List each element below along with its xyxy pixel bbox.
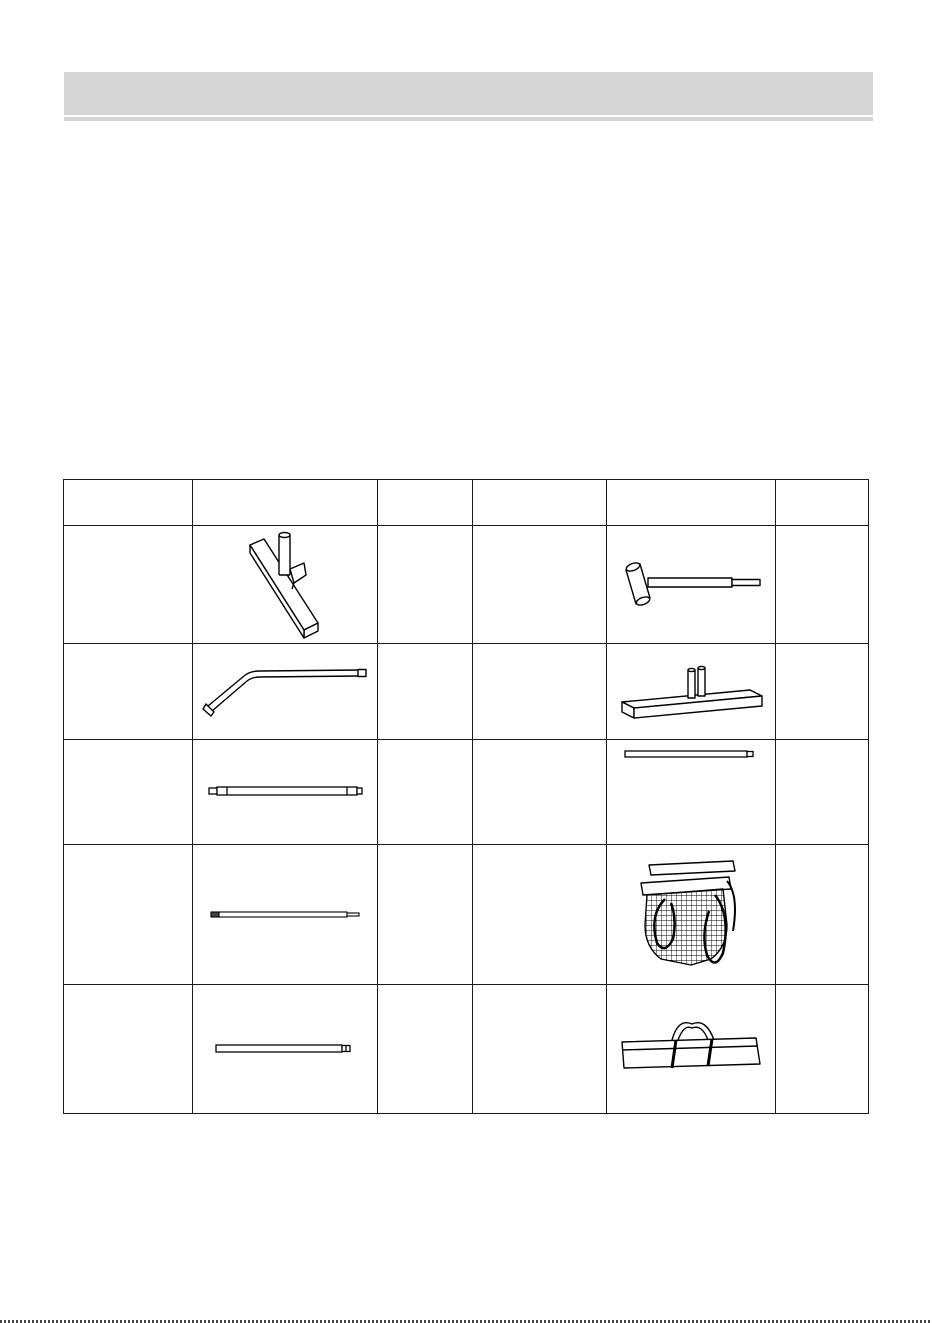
table-row bbox=[64, 526, 869, 644]
header-underline bbox=[64, 117, 873, 121]
table-row bbox=[64, 740, 869, 845]
part-id-cell bbox=[473, 845, 607, 985]
part-illustration-cell bbox=[193, 740, 378, 845]
part-id-cell bbox=[64, 644, 193, 740]
part-id-cell bbox=[64, 526, 193, 644]
table-row bbox=[64, 644, 869, 740]
part-illustration-cell bbox=[607, 644, 776, 740]
part-qty-cell bbox=[378, 740, 473, 845]
part-id-cell bbox=[64, 985, 193, 1114]
part-qty-cell bbox=[776, 644, 869, 740]
thin-pole-icon bbox=[621, 735, 761, 805]
part-illustration-cell bbox=[607, 740, 776, 845]
part-id-cell bbox=[473, 740, 607, 845]
part-qty-cell bbox=[776, 526, 869, 644]
table-header-row bbox=[64, 480, 869, 526]
part-qty-cell bbox=[776, 845, 869, 985]
part-qty-cell bbox=[776, 740, 869, 845]
header-cell bbox=[607, 480, 776, 526]
part-id-cell bbox=[64, 740, 193, 845]
part-qty-cell bbox=[378, 985, 473, 1114]
header-cell bbox=[378, 480, 473, 526]
mallet-icon bbox=[616, 550, 766, 620]
section-header-bar bbox=[64, 72, 873, 115]
part-qty-cell bbox=[776, 985, 869, 1114]
long-pole-icon bbox=[205, 903, 365, 927]
carry-bag-icon bbox=[616, 1014, 766, 1084]
part-id-cell bbox=[473, 644, 607, 740]
part-illustration-cell bbox=[607, 845, 776, 985]
net-icon bbox=[631, 855, 751, 975]
base-plank-icon bbox=[616, 660, 766, 724]
part-qty-cell bbox=[378, 845, 473, 985]
table-row bbox=[64, 845, 869, 985]
part-id-cell bbox=[64, 845, 193, 985]
short-pole-icon bbox=[205, 777, 365, 807]
bent-pole-icon bbox=[200, 662, 370, 722]
part-qty-cell bbox=[378, 644, 473, 740]
part-illustration-cell bbox=[607, 985, 776, 1114]
header-cell bbox=[64, 480, 193, 526]
part-illustration-cell bbox=[193, 985, 378, 1114]
table-row bbox=[64, 985, 869, 1114]
parts-table bbox=[63, 479, 869, 1114]
part-illustration-cell bbox=[193, 845, 378, 985]
header-cell bbox=[473, 480, 607, 526]
part-illustration-cell bbox=[193, 644, 378, 740]
part-id-cell bbox=[473, 985, 607, 1114]
base-bracket-icon bbox=[230, 531, 340, 639]
part-id-cell bbox=[473, 526, 607, 644]
part-qty-cell bbox=[378, 526, 473, 644]
part-illustration-cell bbox=[193, 526, 378, 644]
header-cell bbox=[193, 480, 378, 526]
medium-pole-icon bbox=[210, 1037, 360, 1061]
header-cell bbox=[776, 480, 869, 526]
part-illustration-cell bbox=[607, 526, 776, 644]
